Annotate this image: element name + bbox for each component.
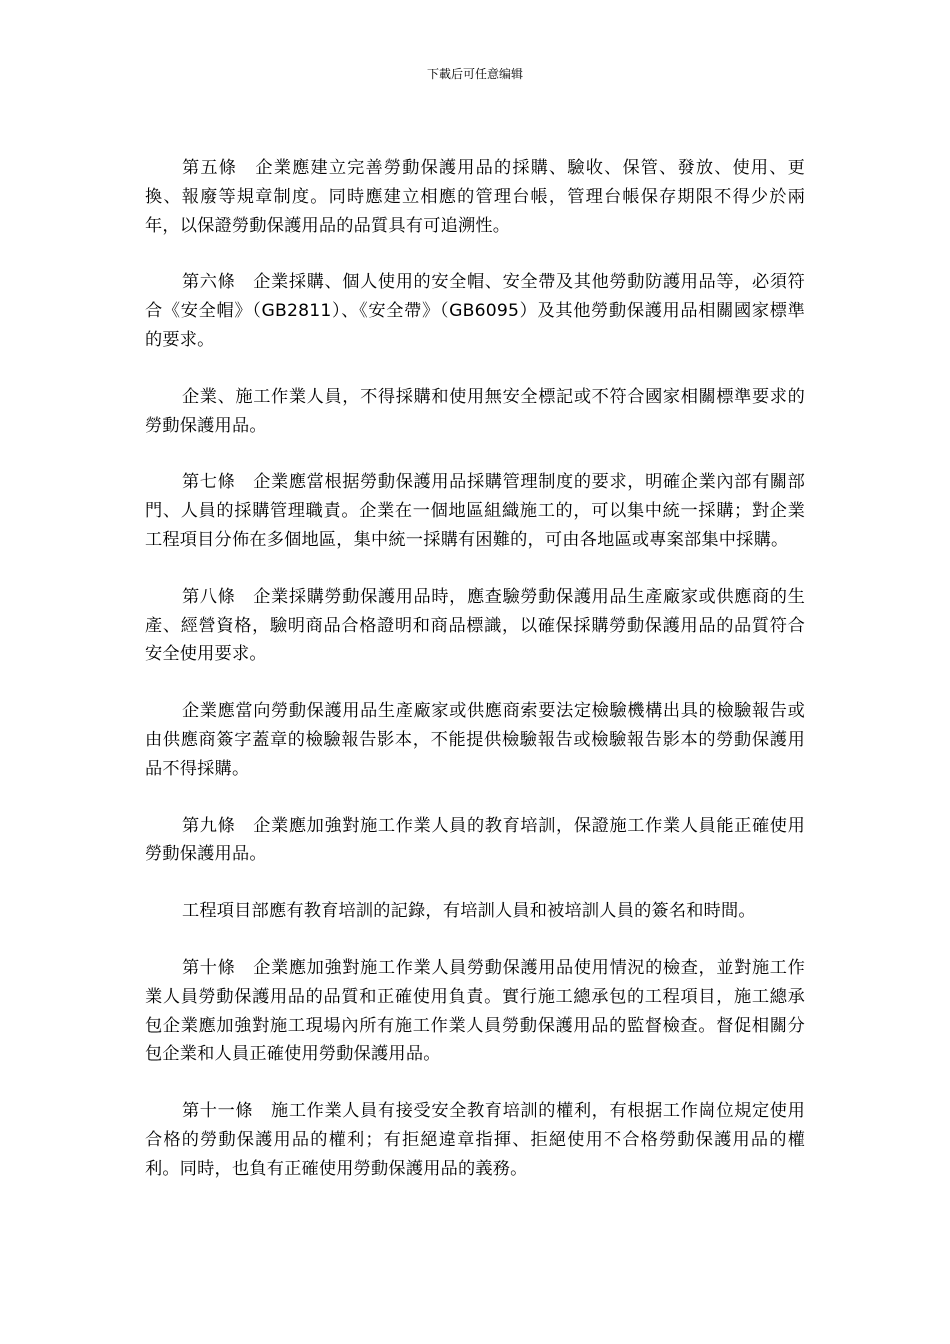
paragraph-article-9: 第九條 企業應加強對施工作業人員的教育培訓，保證施工作業人員能正確使用勞動保護用品。: [145, 815, 805, 865]
paragraph-article-6: 第六條 企業採購、個人使用的安全帽、安全帶及其他勞動防護用品等，必須符合《安全帽》（GB2811）、《安全帶》（GB6095）及其他勞動保護用品相關國家標準的要求。: [145, 272, 805, 350]
paragraph-article-8-note: 企業應當向勞動保護用品生產廠家或供應商索要法定檢驗機構出具的檢驗報告或由供應商簽字蓋章的檢驗報告影本，不能提供檢驗報告或檢驗報告影本的勞動保護用品不得採購。: [145, 701, 805, 779]
header-note: 下載后可任意编辑: [426, 67, 523, 81]
paragraph-article-11: 第十一條 施工作業人員有接受安全教育培訓的權利，有根据工作崗位規定使用合格的勞動保護用品的權利；有拒絕違章指揮、拒絕使用不合格勞動保護用品的權利。同時，也負有正確使用勞動保護用品的義務。: [145, 1101, 805, 1179]
paragraph-article-9-note: 工程項目部應有教育培訓的記錄，有培訓人員和被培訓人員的簽名和時間。: [182, 901, 756, 922]
paragraph-article-5: 第五條 企業應建立完善勞動保護用品的採購、驗收、保管、發放、使用、更換、報廢等規章制度。同時應建立相應的管理台帳，管理台帳保存期限不得少於兩年，以保證勞動保護用品的品質具有可追溯性。: [145, 158, 805, 236]
document-body: [145, 154, 805, 1212]
paragraph-article-6-note: 企業、施工作業人員，不得採購和使用無安全標記或不符合國家相關標準要求的勞動保護用品。: [145, 386, 805, 436]
paragraph-article-7: 第七條 企業應當根据勞動保護用品採購管理制度的要求，明確企業內部有關部門、人員的採購管理職責。企業在一個地區組織施工的，可以集中統一採購；對企業工程項目分佈在多個地區，集中統一採購有困難的，可由各地區或專案部集中採購。: [145, 472, 805, 550]
paragraph-article-8: 第八條 企業採購勞動保護用品時，應查驗勞動保護用品生產廠家或供應商的生產、經營資格，驗明商品合格證明和商品標識，以確保採購勞動保護用品的品質符合安全使用要求。: [145, 586, 805, 665]
paragraph-article-10: 第十條 企業應加強對施工作業人員勞動保護用品使用情況的檢查，並對施工作業人員勞動保護用品的品質和正確使用負責。實行施工總承包的工程項目，施工總承包企業應加強對施工現場內所有施工作業人員勞動保護用品的監督檢查。督促相關分包企業和人員正確使用勞動保護用品。: [145, 957, 805, 1065]
